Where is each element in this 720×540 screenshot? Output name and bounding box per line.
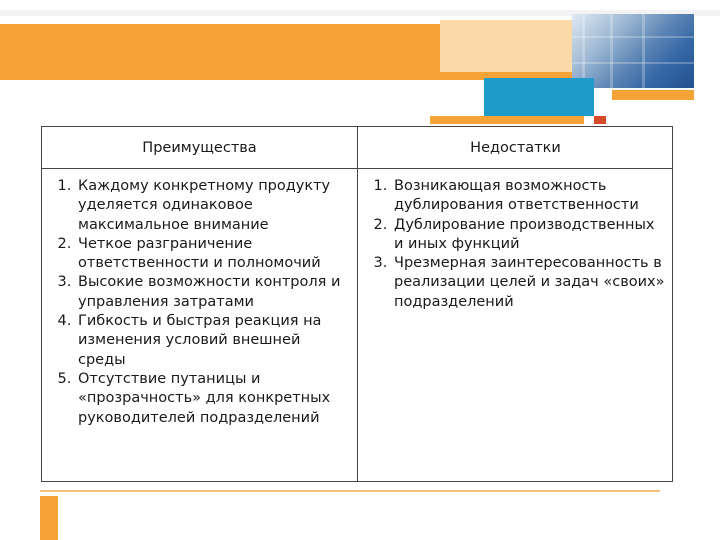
- building-photo: [572, 14, 694, 88]
- list-item: 2. Четкое разграничение ответственности и полномочий: [76, 235, 351, 274]
- advantages-header-label: Преимущества: [142, 139, 257, 156]
- list-item: 3. Высокие возможности контроля и управления затратами: [76, 273, 351, 312]
- header-orange-bar: [430, 116, 584, 124]
- header-orange-right-bar: [612, 90, 694, 100]
- header-light-strip: [440, 20, 590, 72]
- comparison-table: [41, 126, 673, 482]
- footer-line: [40, 490, 660, 492]
- list-item: 5. Отсутствие путаницы и «прозрачность» для конкретных руководителей подразделений: [76, 370, 351, 428]
- list-item: 1. Каждому конкретному продукту уделяется одинаковое максимальное внимание: [76, 177, 351, 235]
- header-red-square: [594, 116, 606, 124]
- disadvantages-header: [358, 127, 673, 169]
- disadvantages-cell: [358, 169, 673, 481]
- list-item: 3. Чрезмерная заинтересованность в реализации целей и задач «своих» подразделений: [392, 254, 667, 312]
- list-item: 4. Гибкость и быстрая реакция на изменения условий внешней среды: [76, 312, 351, 370]
- disadvantages-header-label: Недостатки: [470, 139, 561, 156]
- list-item: 2. Дублирование производственных и иных функций: [392, 216, 667, 255]
- list-item: 1. Возникающая возможность дублирования ответственности: [392, 177, 667, 216]
- advantages-header: [42, 127, 358, 169]
- advantages-list: [52, 177, 351, 428]
- disadvantages-list: [368, 177, 667, 312]
- header-blue-block: [484, 78, 594, 116]
- footer-orange-block: [40, 496, 58, 540]
- advantages-cell: [42, 169, 358, 481]
